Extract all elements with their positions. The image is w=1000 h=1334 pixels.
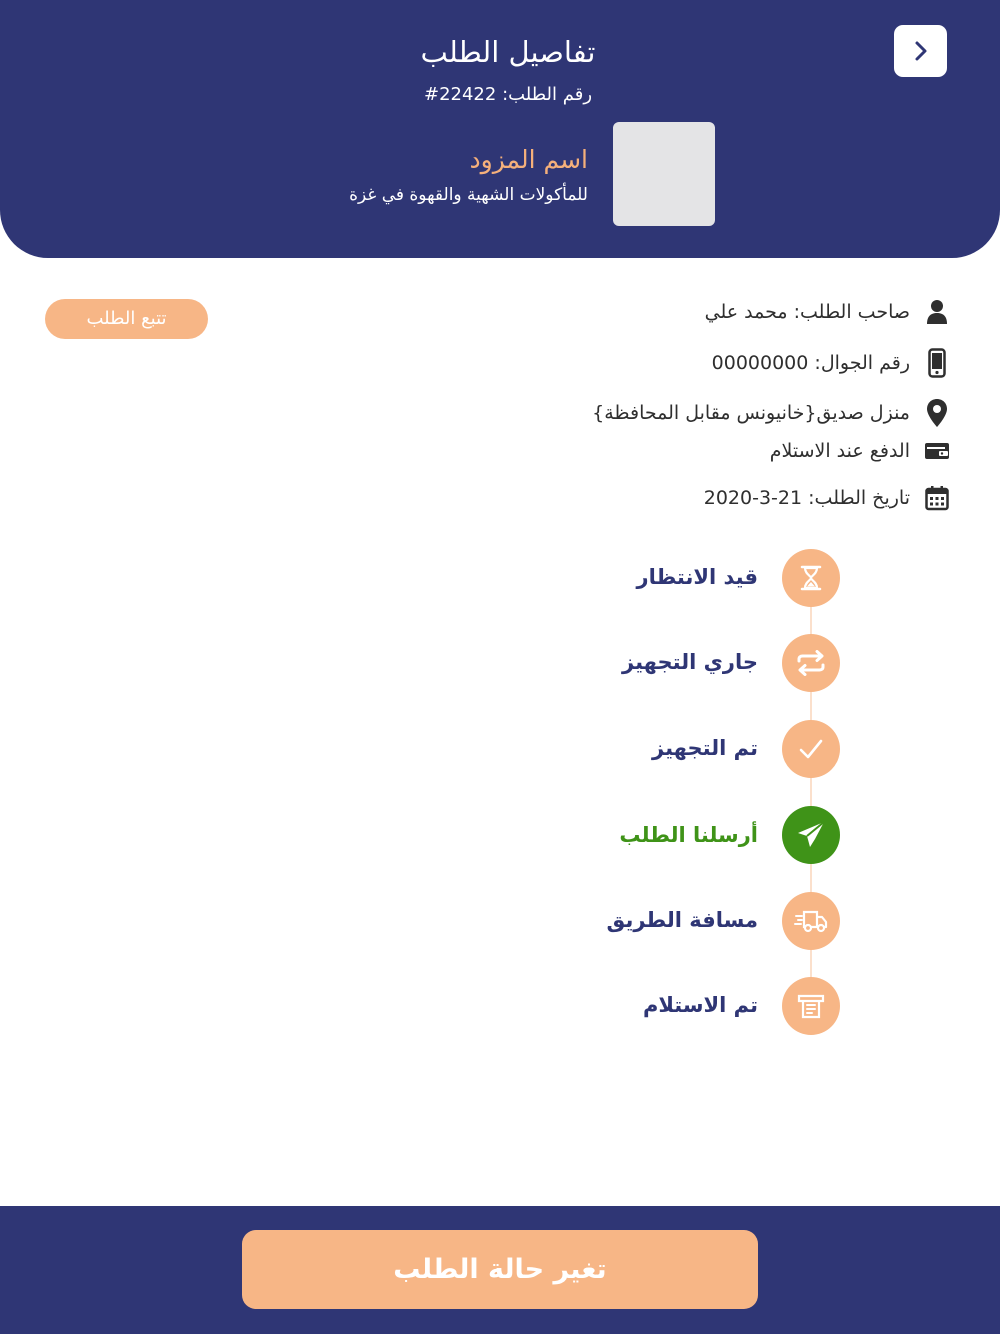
order-owner — [705, 301, 910, 323]
phone-label: رقم الجوال: — [814, 352, 910, 374]
check-icon — [782, 720, 840, 778]
receipt-icon — [782, 977, 840, 1035]
provider-name: اسم المزود — [469, 145, 588, 174]
hourglass-icon — [782, 549, 840, 607]
phone-value: 00000000 — [711, 352, 809, 374]
phone — [712, 352, 910, 374]
provider-description: للمأكولات الشهية والقهوة في غزة — [349, 185, 588, 205]
status-label: قيد الانتظار — [636, 565, 758, 589]
order-owner-row — [705, 294, 950, 330]
order-date-row — [704, 480, 950, 516]
payment-method: الدفع عند الاستلام — [769, 440, 910, 462]
phone-row — [712, 345, 950, 381]
status-label: أرسلنا الطلب — [619, 823, 758, 847]
order-number — [0, 82, 1000, 108]
order-number-value: #22422 — [423, 84, 497, 105]
paper-plane-icon — [782, 806, 840, 864]
order-owner-value: محمد علي — [704, 301, 788, 323]
order-date — [704, 487, 910, 509]
provider-image — [613, 122, 715, 226]
wallet-icon — [924, 436, 950, 466]
status-label: تم التجهيز — [652, 736, 758, 760]
status-label: مسافة الطريق — [606, 908, 758, 932]
order-number-label: رقم الطلب: — [502, 84, 593, 105]
status-label: تم الاستلام — [642, 993, 758, 1017]
change-status-button[interactable]: تغير حالة الطلب — [242, 1230, 758, 1309]
header-panel — [0, 0, 1000, 258]
calendar-icon — [924, 483, 950, 513]
status-label: جاري التجهيز — [622, 650, 758, 674]
order-date-value: 21-3-2020 — [703, 487, 803, 509]
order-owner-label: صاحب الطلب: — [793, 301, 910, 323]
page-title: تفاصيل الطلب — [420, 35, 596, 69]
address: منزل صديق{خانيونس مقابل المحافظة} — [592, 402, 910, 424]
track-order-button[interactable]: تتبع الطلب — [45, 299, 208, 339]
order-date-label: تاريخ الطلب: — [808, 487, 910, 509]
repeat-icon — [782, 634, 840, 692]
address-row — [592, 395, 950, 431]
mobile-phone-icon — [924, 348, 950, 378]
user-icon — [924, 297, 950, 327]
payment-row — [770, 433, 950, 469]
footer-bar — [0, 1206, 1000, 1334]
location-pin-icon — [924, 398, 950, 428]
delivery-truck-icon — [782, 892, 840, 950]
